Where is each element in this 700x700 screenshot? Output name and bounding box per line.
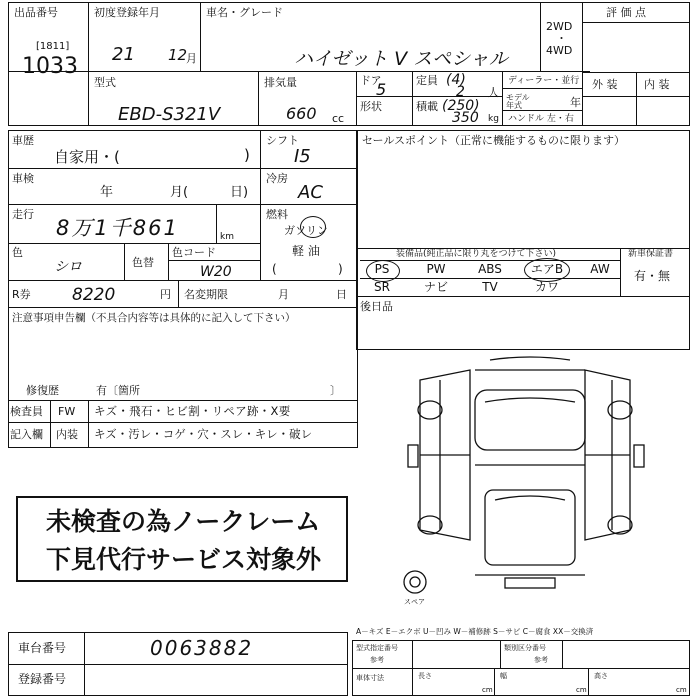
inspection-month: 月( xyxy=(170,185,189,200)
displacement-label: 排気量 xyxy=(264,76,297,89)
lot-number: 1033 xyxy=(22,54,78,79)
first-reg-year: 21 xyxy=(112,44,135,65)
drive-2wd: 2WD xyxy=(546,20,573,33)
repair-close: 〕 xyxy=(330,384,341,397)
model-value: EBD-S321V xyxy=(118,104,221,125)
fuel-paren-open: ( xyxy=(272,262,277,276)
equip-tv: TV xyxy=(482,280,498,294)
door-value: 5 xyxy=(376,80,387,99)
spare-label: スペア xyxy=(404,598,425,606)
registration-label: 登録番号 xyxy=(18,672,67,686)
load-label: 積載 xyxy=(416,100,438,113)
history-close: ) xyxy=(244,146,250,164)
notice-line-2: 下見代行サービス対象外 xyxy=(46,545,322,574)
history-value: 自家用・( xyxy=(54,148,120,166)
equip-navi: ナビ xyxy=(423,280,448,294)
equip-sr: SR xyxy=(374,280,390,294)
legend-text: A－キズ E－エクボ U－凹み W－補修跡 S－サビ C－腐食 XX－交換済 xyxy=(356,627,594,636)
history-label: 車歴 xyxy=(12,134,34,147)
aircon-value: AC xyxy=(298,182,323,203)
drive-dot: ・ xyxy=(556,32,567,45)
equip-abs: ABS xyxy=(478,262,502,276)
first-reg-month: 12 xyxy=(168,46,188,64)
equip-ps-circle xyxy=(366,260,400,282)
length-label: 長さ xyxy=(418,672,432,680)
load-value: (250) xyxy=(442,98,480,114)
repair-value: 有〔箇所 xyxy=(96,384,140,397)
equip-aw: AW xyxy=(590,262,610,276)
door-label: ドア xyxy=(360,74,382,87)
inspector-fw-items: キズ・飛石・ヒビ割・リペア跡・X要 xyxy=(94,404,291,418)
mileage-label: 走行 xyxy=(12,208,34,221)
ref-label-1: 参考 xyxy=(370,656,384,664)
repair-label: 修復歴 xyxy=(26,384,59,397)
shift-value: I5 xyxy=(294,146,311,167)
color-label: 色 xyxy=(12,246,23,259)
ref-label-2: 参考 xyxy=(534,656,548,664)
equipment-label: 装備品(純正品に限り丸をつけて下さい) xyxy=(396,249,557,259)
dealer-label: ディーラー・並行 xyxy=(508,76,580,86)
fuel-label: 燃料 xyxy=(266,208,288,221)
warranty-value: 有・無 xyxy=(634,269,671,283)
inspection-label: 車検 xyxy=(12,172,34,185)
displacement-value: 660 xyxy=(286,104,317,123)
name-value: ハイゼット V スペシャル xyxy=(294,48,508,70)
displacement-unit: cc xyxy=(332,112,345,125)
model-year-unit: 年 xyxy=(570,96,581,109)
chassis-value: 0063882 xyxy=(150,636,254,660)
name-label: 車名・グレード xyxy=(206,6,283,19)
color-value: シロ xyxy=(54,259,82,275)
equip-ps: PS xyxy=(374,262,390,276)
car-damage-diagram xyxy=(390,350,660,610)
name-change-day: 日 xyxy=(336,288,347,301)
body-size-label: 車体寸法 xyxy=(356,674,384,682)
mileage-value: 8万1千861 xyxy=(56,216,179,240)
chassis-label: 車台番号 xyxy=(18,641,67,655)
mileage-unit: km xyxy=(220,232,234,242)
aircon-label: 冷房 xyxy=(266,172,288,185)
load-value2: 350 xyxy=(452,110,479,126)
equip-airbag: エアB xyxy=(530,262,564,276)
first-reg-label: 初度登録年月 xyxy=(94,6,160,19)
cm-unit-1: cm xyxy=(482,686,493,694)
cm-unit-3: cm xyxy=(676,686,687,694)
capacity-label: 定員 xyxy=(416,74,438,87)
shape-label: 形状 xyxy=(360,100,382,113)
first-reg-unit: 月 xyxy=(186,52,197,65)
inspector-label-2: 記入欄 xyxy=(10,428,43,441)
sales-point-label: セールスポイント（正常に機能するものに限ります） xyxy=(362,134,626,147)
later-label: 後日品 xyxy=(360,300,393,313)
height-label: 高さ xyxy=(594,672,608,680)
equip-airbag-circle xyxy=(524,258,570,282)
capacity-unit: 人 xyxy=(488,86,499,99)
inspector-int-items: キズ・汚レ・コゲ・穴・スレ・キレ・破レ xyxy=(94,427,313,441)
score-label: 評 価 点 xyxy=(606,6,646,19)
inspector-label-1: 検査員 xyxy=(10,405,43,418)
exterior-label: 外 装 xyxy=(592,78,618,91)
lot-bracket: [1811] xyxy=(36,41,70,52)
equip-pw: PW xyxy=(426,262,446,276)
inspector-int: 内装 xyxy=(56,428,78,441)
fuel-paren-close: ) xyxy=(338,262,343,276)
inspection-year: 年 xyxy=(100,185,114,200)
interior-label: 内 装 xyxy=(644,78,670,91)
name-change-label: 名変期限 xyxy=(184,288,228,301)
model-label: 型式 xyxy=(94,76,116,89)
right-form-frame xyxy=(356,130,690,350)
color-code-value: W20 xyxy=(200,264,232,280)
fuel-gas-circle xyxy=(300,216,326,238)
inspection-day: 日) xyxy=(230,185,249,200)
capacity-value: (4) xyxy=(446,72,466,88)
width-label: 幅 xyxy=(500,672,507,680)
equip-leather: カワ xyxy=(534,280,559,294)
lot-label: 出品番号 xyxy=(14,6,58,19)
recycle-unit: 円 xyxy=(160,288,171,301)
name-change-unit: 月 xyxy=(278,288,289,301)
notes-label: 注意事項申告欄（不具合内容等は具体的に記入して下さい） xyxy=(12,312,296,324)
model-year-label: モデル 年式 xyxy=(506,93,530,110)
recycle-label: R券 xyxy=(12,288,31,301)
shift-label: シフト xyxy=(266,134,299,147)
warranty-label: 新車保証書 xyxy=(628,249,674,259)
notice-line-1: 未検査の為ノークレーム xyxy=(46,507,321,536)
load-unit: kg xyxy=(488,114,499,124)
category-label: 類別区分番号 xyxy=(504,644,546,652)
color-code-label: 色コード xyxy=(172,246,216,259)
fuel-gas: ガソリン xyxy=(284,224,328,237)
inspector-fw: FW xyxy=(58,405,76,418)
handle-label: ハンドル 左・右 xyxy=(508,114,574,124)
model-cert-label: 型式指定番号 xyxy=(356,644,398,652)
capacity-value2: 2 xyxy=(456,84,465,100)
recycle-value: 8220 xyxy=(72,285,116,305)
color-change-label: 色替 xyxy=(132,256,154,269)
fuel-diesel: 軽 油 xyxy=(292,244,320,258)
cm-unit-2: cm xyxy=(576,686,587,694)
drive-4wd: 4WD xyxy=(546,44,573,57)
